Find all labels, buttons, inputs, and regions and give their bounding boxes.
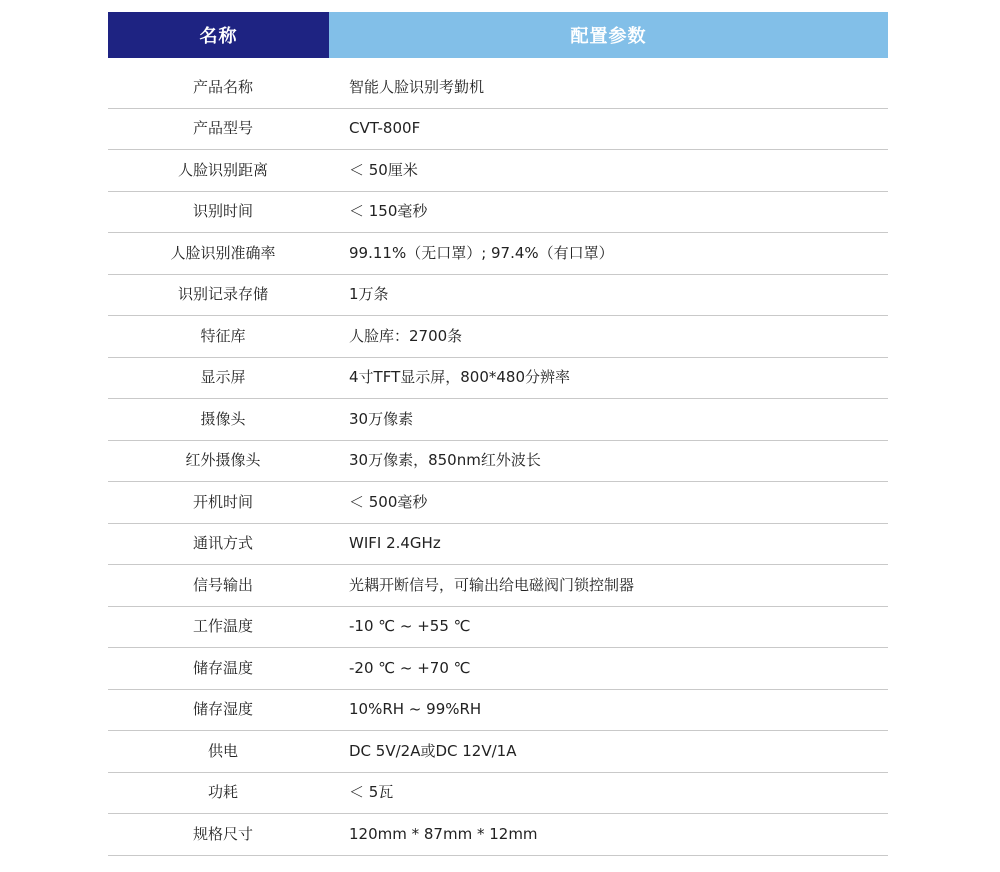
spec-name: 产品名称 [192, 77, 253, 96]
table-row [108, 524, 888, 566]
table-row [108, 773, 888, 815]
spec-table [108, 12, 888, 856]
table-row [108, 648, 888, 690]
spec-name: 通讯方式 [192, 534, 253, 553]
spec-name: 信号输出 [192, 575, 253, 594]
table-row [108, 399, 888, 441]
table-row [108, 275, 888, 317]
spec-value: ＜ 5瓦 [349, 783, 394, 802]
spec-name: 摄像头 [200, 409, 246, 428]
spec-name: 识别记录存储 [177, 285, 268, 304]
spec-value: -10 ℃ ~ +55 ℃ [349, 617, 471, 636]
spec-name: 开机时间 [192, 492, 253, 511]
spec-name: 识别时间 [192, 202, 253, 221]
spec-value: 1万条 [349, 285, 389, 304]
table-row [108, 607, 888, 649]
spec-name: 规格尺寸 [192, 824, 253, 843]
spec-name: 显示屏 [200, 368, 246, 387]
table-row [108, 731, 888, 773]
spec-value: 智能人脸识别考勤机 [349, 77, 485, 96]
table-row [108, 192, 888, 234]
spec-name: 供电 [207, 741, 238, 760]
spec-value: 10%RH ~ 99%RH [349, 700, 482, 719]
spec-name: 人脸识别距离 [177, 160, 268, 179]
spec-value: ＜ 150毫秒 [349, 202, 428, 221]
spec-name: 功耗 [207, 783, 238, 802]
table-body [108, 67, 888, 856]
spec-value: 30万像素 [349, 409, 414, 428]
spec-value: WIFI 2.4GHz [349, 534, 441, 553]
spec-value: 人脸库：2700条 [349, 326, 463, 345]
spec-value: -20 ℃ ~ +70 ℃ [349, 658, 471, 677]
spec-value: 120mm * 87mm * 12mm [349, 824, 538, 843]
table-row [108, 109, 888, 151]
spec-value: 4寸TFT显示屏，800*480分辨率 [349, 368, 570, 387]
table-row [108, 441, 888, 483]
spec-value: ＜ 50厘米 [349, 160, 418, 179]
header-name-column: 名称 [108, 12, 329, 58]
spec-value: 99.11%（无口罩）; 97.4%（有口罩） [349, 243, 614, 262]
spec-value: 光耦开断信号，可输出给电磁阀门锁控制器 [349, 575, 635, 594]
table-row [108, 150, 888, 192]
spec-value: DC 5V/2A或DC 12V/1A [349, 741, 517, 760]
table-row [108, 690, 888, 732]
spec-name: 工作温度 [192, 617, 253, 636]
spec-value: ＜ 500毫秒 [349, 492, 428, 511]
spec-value: CVT-800F [349, 119, 421, 138]
spec-name: 储存湿度 [192, 700, 253, 719]
table-row [108, 358, 888, 400]
spec-name: 人脸识别准确率 [170, 243, 276, 262]
header-param-column: 配置参数 [329, 12, 888, 58]
spec-name: 特征库 [200, 326, 246, 345]
spec-value: 30万像素，850nm红外波长 [349, 451, 541, 470]
spec-name: 储存温度 [192, 658, 253, 677]
table-row [108, 482, 888, 524]
table-row [108, 814, 888, 856]
spec-name: 红外摄像头 [185, 451, 261, 470]
table-row [108, 233, 888, 275]
table-row [108, 316, 888, 358]
table-row [108, 565, 888, 607]
table-header [108, 12, 888, 58]
table-row [108, 67, 888, 109]
spec-name: 产品型号 [192, 119, 253, 138]
